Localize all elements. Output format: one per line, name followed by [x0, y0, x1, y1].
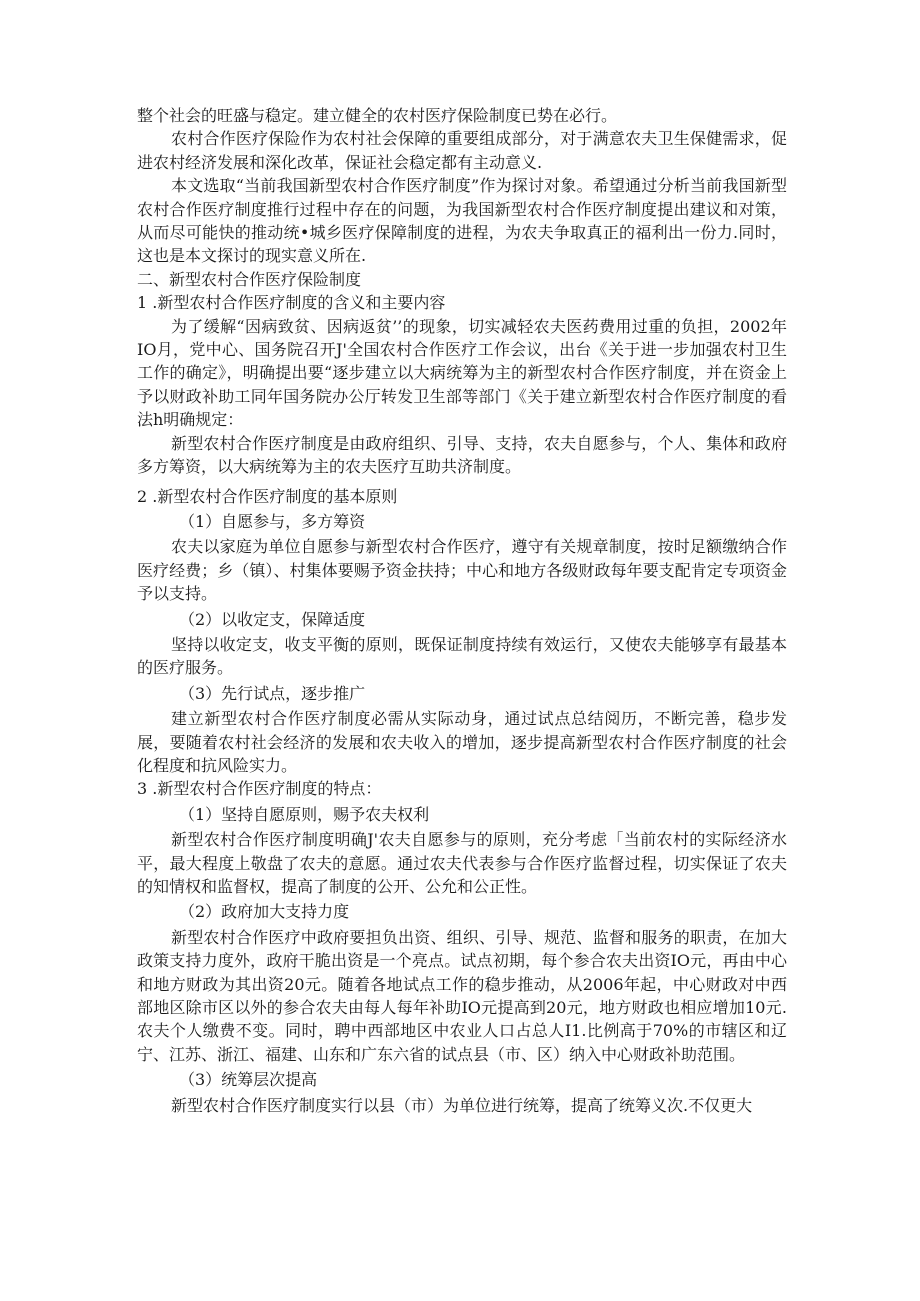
- body-paragraph: 新型农村合作医疗制度实行以县（市）为单位进行统筹，提高了统筹义次.不仅更大: [171, 1095, 753, 1115]
- body-paragraph: 坚持以收定支，收支平衡的原则，既保证制度持续有效运行，又使农夫能够享有最基本的医疗服务。: [137, 634, 787, 678]
- subsection-heading: （2）以收定支，保障适度: [179, 609, 366, 629]
- body-paragraph: 整个社会的旺盛与稳定。建立健全的农村医疗保险制度已势在必行。: [137, 106, 618, 125]
- subsection-heading: （3）先行试点，逐步推广: [179, 683, 366, 703]
- subsection-heading: （3）统筹层次提高: [179, 1070, 318, 1090]
- body-paragraph: 新型农村合作医疗制度明确J'农夫自愿参与的原则，充分考虑「当前农村的实际经济水平，最大程度上敬盘了农夫的意愿。通过农夫代表参与合作医疗监督过程，切实保证了农夫的知情权和监督权，提高了制度的公开、公允和公正性。: [137, 830, 787, 896]
- body-paragraph: 新型农村合作医疗中政府要担负出资、组织、引导、规范、监督和服务的职责，在加大政策支持力度外，政府干脆出资是一个亮点。试点初期，每个参合农夫出资IO元，再由中心和地方财政为其出资20元。随着各地试点工作的稳步推动，从2006年起，中心财政对中西部地区除市区以外的参合农夫由每人每年补助IO元提高到20元，地方财政也相应增加10元.农夫个人缴费不变。同时，聘中西部地区中农业人口占总人I1.比例高于70%的市辖区和辽宁、江苏、浙江、福建、山东和广东六省的试点县（市、区）纳入中心财政补助范围。: [137, 927, 787, 1064]
- section-heading: 3 .新型农村合作医疗制度的特点：: [137, 779, 382, 799]
- section-heading: 二、新型农村合作医疗保险制度: [137, 269, 362, 289]
- body-paragraph: 为了缓解“因病致贫、因病返贫’’的现象，切实减轻农夫医药费用过重的负担，2002年IO月，党中心、国务院召开J'全国农村合作医疗工作会议，出台《关于进一步加强农村卫生工作的确定》，明确提出要“逐步建立以大病统筹为主的新型农村合作医疗制度，并在资金上予以财政补助工同年国务院办公厅转发卫生部等部门《关于建立新型农村合作医疗制度的看法h明确规定：: [137, 316, 787, 430]
- subsection-heading: （1）自愿参与，多方筹资: [179, 511, 366, 531]
- body-paragraph: 本文选取“当前我国新型农村合作医疗制度”作为探讨对象。希望通过分析当前我国新型农村合作医疗制度推行过程中存在的问题，为我国新型农村合作医疗制度提出建议和对策，从而尽可能快的推动统•城乡医疗保障制度的进程，为农夫争取真正的福利出一份力.同时，这也是本文探讨的现实意义所在.: [137, 176, 787, 266]
- section-heading: 1 .新型农村合作医疗制度的含义和主要内容: [137, 293, 446, 313]
- body-paragraph: 建立新型农村合作医疗制度必需从实际动身，通过试点总结阅历，不断完善，稳步发展，要随着农村社会经济的发展和农夫收入的增加，逐步提高新型农村合作医疗制度的社会化程度和抗风险实力。: [137, 709, 787, 775]
- document-page: [137, 104, 787, 1117]
- body-paragraph: 农夫以家庭为单位自愿参与新型农村合作医疗，遵守有关规章制度，按时足额缴纳合作医疗经费；乡（镇）、村集体要赐予资金扶持；中心和地方各级财政每年要支配肯定专项资金予以支持。: [137, 537, 787, 604]
- body-paragraph: 农村合作医疗保险作为农村社会保障的重要组成部分，对于满意农夫卫生保健需求，促进农村经济发展和深化改革，保证社会稳定都有主动意义.: [137, 129, 787, 172]
- subsection-heading: （1）坚持自愿原则，赐予农夫权利: [179, 804, 430, 824]
- section-heading: 2 .新型农村合作医疗制度的基本原则: [137, 486, 398, 506]
- body-paragraph: 新型农村合作医疗制度是由政府组织、引导、支持，农夫自愿参与，个人、集体和政府多方筹资，以大病统筹为主的农夫医疗互助共济制度。: [137, 433, 787, 477]
- subsection-heading: （2）政府加大支持力度: [179, 902, 350, 922]
